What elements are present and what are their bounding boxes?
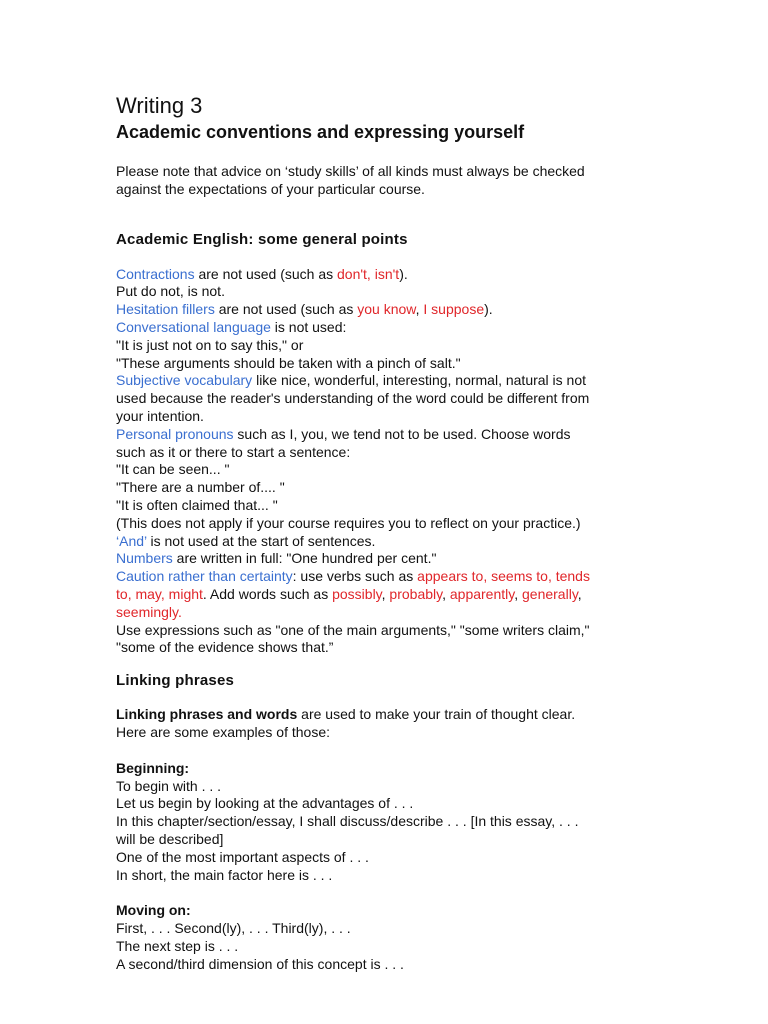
conversational-line: Conversational language is not used:: [116, 318, 347, 335]
term-numbers: Numbers: [116, 550, 173, 567]
and-line: ‘And’ is not used at the start of sentences.: [116, 532, 376, 549]
spacer: [116, 884, 656, 902]
example-line: "It is just not on to say this," or: [116, 336, 304, 353]
list-item: One of the most important aspects of . . .: [116, 848, 369, 865]
example-i-suppose: I suppose: [423, 301, 485, 318]
caution-line: Caution rather than certainty: use verbs such as appears to, seems to, tends: [116, 568, 590, 585]
moving-on-block: [116, 902, 656, 973]
document-page: [116, 93, 656, 973]
list-item: In this chapter/section/essay, I shall discuss/describe . . . [In this essay, . . .: [116, 813, 579, 830]
section-heading-general-points: Academic English: some general points: [116, 230, 408, 248]
pronouns-note: (This does not apply if your course requires you to reflect on your practice.): [116, 514, 581, 531]
pronouns-line: such as it or there to start a sentence:: [116, 443, 351, 460]
term-and: ‘And’: [116, 532, 147, 549]
subjective-line: used because the reader's understanding of the word could be different from: [116, 390, 590, 407]
expressions-line: Use expressions such as "one of the main arguments," "some writers claim,": [116, 621, 590, 638]
example-contractions: don't, isn't: [337, 265, 400, 282]
caution-line: seemingly.: [116, 603, 182, 620]
pronouns-line: Personal pronouns such as I, you, we tend not to be used. Choose words: [116, 425, 571, 442]
expressions-line: "some of the evidence shows that.”: [116, 639, 334, 656]
term-hesitation-fillers: Hesitation fillers: [116, 301, 215, 318]
general-points-body: [116, 266, 656, 658]
contractions-line: Contractions are not used (such as don't, isn't).: [116, 265, 408, 282]
caution-line: to, may, might. Add words such as possibly, probably, apparently, generally,: [116, 585, 582, 602]
page-subtitle: Academic conventions and expressing yourself: [116, 122, 525, 142]
example-line: "It is often claimed that... ": [116, 496, 278, 513]
page-title: Writing 3: [116, 93, 203, 118]
moving-on-heading: Moving on:: [116, 902, 191, 919]
intro-line: against the expectations of your particular course.: [116, 180, 425, 197]
list-item: First, . . . Second(ly), . . . Third(ly), . . .: [116, 920, 351, 937]
example-line: "It can be seen... ": [116, 461, 230, 478]
list-item: To begin with . . .: [116, 777, 222, 794]
intro-line: Please note that advice on ‘study skills’ of all kinds must always be checked: [116, 163, 585, 179]
beginning-heading: Beginning:: [116, 759, 190, 776]
term-contractions: Contractions: [116, 265, 195, 282]
numbers-line: Numbers are written in full: "One hundred per cent.": [116, 550, 437, 567]
example-line: "There are a number of.... ": [116, 479, 285, 496]
linking-lead: [116, 706, 656, 742]
example-line: "These arguments should be taken with a pinch of salt.": [116, 354, 461, 371]
put-do-not-line: Put do not, is not.: [116, 283, 225, 300]
term-personal-pronouns: Personal pronouns: [116, 425, 234, 442]
example-you-know: you know: [357, 301, 416, 318]
section-heading-linking-phrases: Linking phrases: [116, 672, 235, 690]
list-item: Let us begin by looking at the advantages of . . .: [116, 795, 414, 812]
intro-paragraph: [116, 163, 656, 199]
linking-lead-line: Linking phrases and words are used to make your train of thought clear.: [116, 706, 576, 723]
list-item: A second/third dimension of this concept is . . .: [116, 955, 404, 972]
linking-lead-line: Here are some examples of those:: [116, 723, 330, 740]
beginning-block: [116, 760, 656, 885]
term-subjective-vocabulary: Subjective vocabulary: [116, 372, 253, 389]
subjective-line: Subjective vocabulary like nice, wonderful, interesting, normal, natural is not: [116, 372, 587, 389]
subjective-line: your intention.: [116, 407, 204, 424]
term-conversational-language: Conversational language: [116, 318, 271, 335]
list-item: In short, the main factor here is . . .: [116, 866, 333, 883]
list-item: will be described]: [116, 830, 224, 847]
hesitation-line: Hesitation fillers are not used (such as you know, I suppose).: [116, 301, 493, 318]
term-caution: Caution rather than certainty: [116, 568, 293, 585]
list-item: The next step is . . .: [116, 937, 239, 954]
